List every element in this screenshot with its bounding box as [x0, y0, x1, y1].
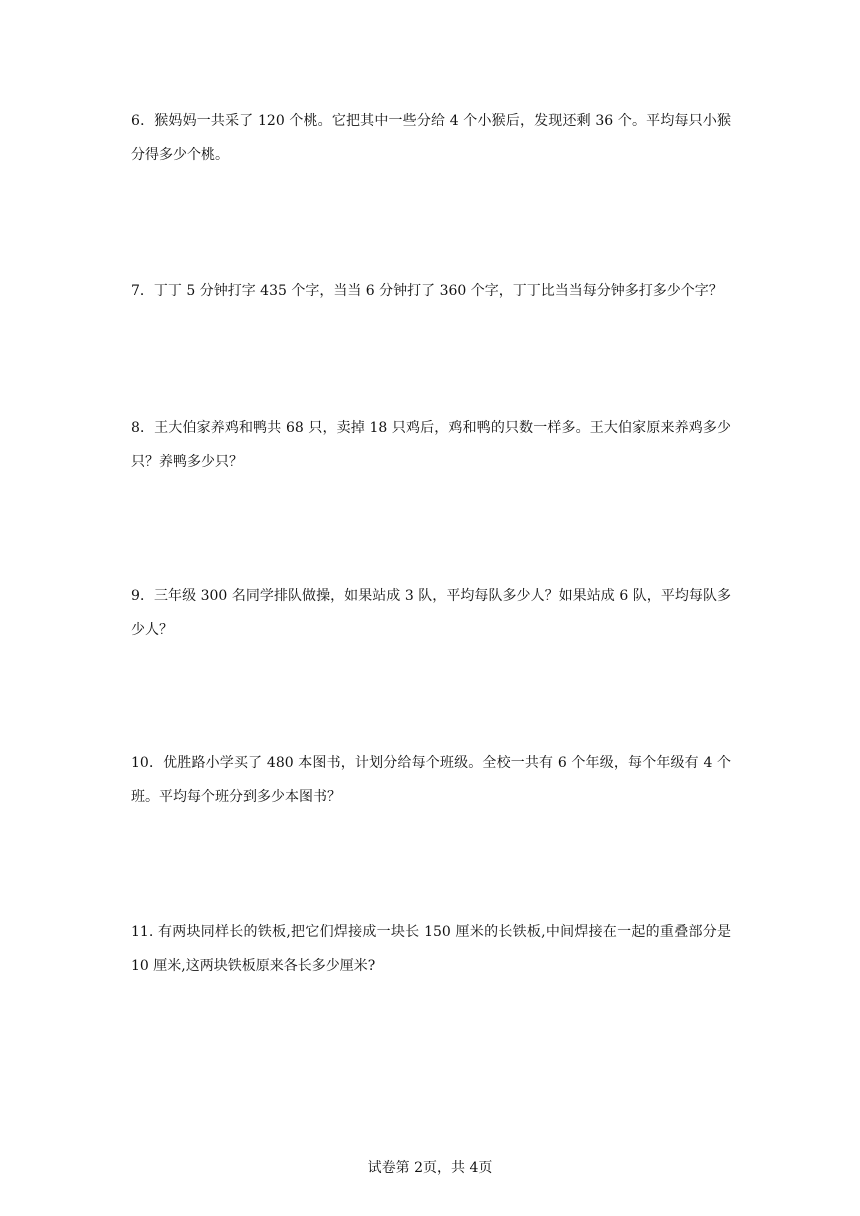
page-footer: 试卷第 2页，共 4页: [367, 1160, 493, 1176]
question-6: 6．猴妈妈一共采了 120 个桃。它把其中一些分给 4 个小猴后，发现还剩 36 个。平均每只小猴分得多少个桃。: [131, 113, 731, 163]
question-11: 11. 有两块同样长的铁板,把它们焊接成一块长 150 厘米的长铁板,中间焊接在一起的重叠部分是 10 厘米,这两块铁板原来各长多少厘米?: [131, 924, 731, 974]
question-10: 10．优胜路小学买了 480 本图书，计划分给每个班级。全校一共有 6 个年级，每个年级有 4 个班。平均每个班分到多少本图书？: [131, 755, 731, 805]
question-9: 9．三年级 300 名同学排队做操，如果站成 3 队，平均每队多少人？如果站成 6 队，平均每队多少人？: [131, 588, 731, 638]
question-7: 7．丁丁 5 分钟打字 435 个字，当当 6 分钟打了 360 个字，丁丁比当当每分钟多打多少个字？: [131, 283, 723, 299]
question-8: 8．王大伯家养鸡和鸭共 68 只，卖掉 18 只鸡后，鸡和鸭的只数一样多。王大伯家原来养鸡多少只？养鸭多少只？: [131, 420, 731, 470]
